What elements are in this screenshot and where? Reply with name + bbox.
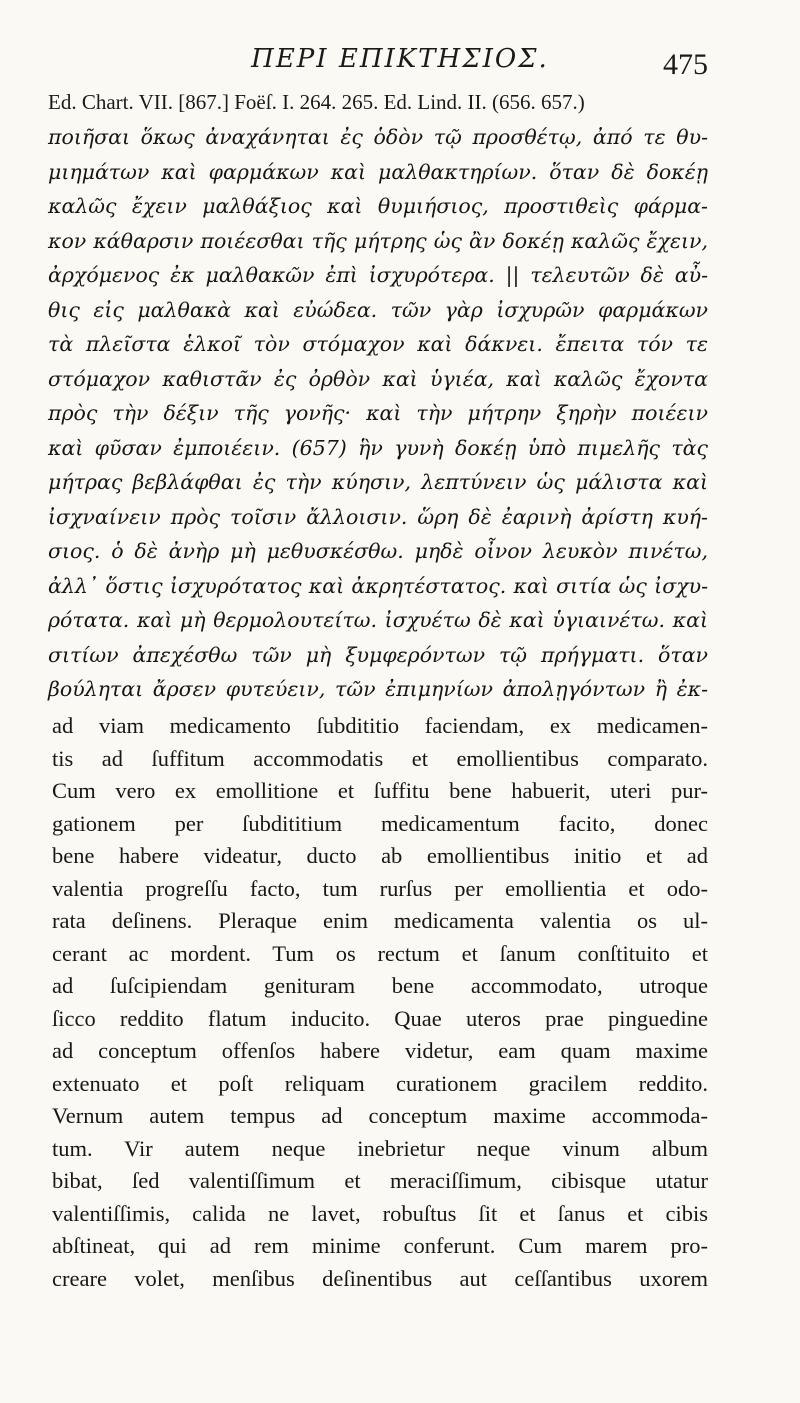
running-title: ΠΕΡΙ ΕΠΙΚΤΗΣΙΟΣ.	[251, 44, 549, 74]
greek-line: ἰσχναίνειν πρὸς τοῖσιν ἄλλοισιν. ὥρη δὲ ἐαρινὴ ἀρίστη κυή-	[48, 504, 708, 529]
latin-line: extenuato et poſt reliquam curationem gracilem reddito.	[52, 1070, 708, 1096]
greek-line: ἀλλ᾽ ὅστις ἰσχυρότατος καὶ ἀκρητέστατος. καὶ σιτία ὡς ἰσχυ-	[48, 573, 708, 598]
latin-line: abſtineat, qui ad rem minime conferunt. Cum marem pro-	[52, 1233, 708, 1258]
latin-line: tis ad ſuffitum accommodatis et emollientibus comparato.	[52, 745, 708, 771]
latin-line: ad ſuſcipiendam genituram bene accommodato, utroque	[52, 973, 708, 998]
greek-line: ρότατα. καὶ μὴ θερμολουτείτω. ἰσχυέτω δὲ καὶ ὑγιαινέτω. καὶ	[48, 608, 708, 632]
greek-line: σιος. ὁ δὲ ἀνὴρ μὴ μεθυσκέσθω. μηδὲ οἶνον λευκὸν πινέτω,	[48, 539, 708, 563]
greek-line: μιημάτων καὶ φαρμάκων καὶ μαλθακτηρίων. ὅταν δὲ δοκέῃ	[48, 159, 708, 184]
greek-line: κον κάθαρσιν ποιέεσθαι τῆς μήτρης ὡς ἂν δοκέῃ καλῶς ἔχειν,	[48, 228, 708, 253]
greek-line: βούληται ἄρσεν φυτεύειν, τῶν ἐπιμηνίων ἀπολῃγόντων ἢ ἐκ-	[48, 677, 708, 701]
greek-line: πρὸς τὴν δέξιν τῆς γονῆς· καὶ τὴν μήτρην ξηρὴν ποιέειν	[48, 401, 708, 425]
latin-line: Vernum autem tempus ad conceptum maxime accommoda-	[52, 1103, 708, 1128]
greek-line: ποιῆσαι ὅκως ἀναχάνηται ἐς ὁδὸν τῷ προσθέτῳ, ἀπό τε θυ-	[48, 125, 708, 149]
latin-line: creare volet, menſibus deſinentibus aut ceſſantibus uxorem	[52, 1265, 708, 1291]
greek-line: τὰ πλεῖστα ἑλκοῖ τὸν στόμαχον καὶ δάκνει. ἔπειτα τόν τε	[48, 332, 708, 356]
latin-line: valentia progreſſu facto, tum rurſus per emollientia et odo-	[52, 875, 708, 901]
greek-text-block	[48, 120, 708, 707]
edition-reference-line: Ed. Chart. VII. [867.] Foëſ. I. 264. 265. Ed. Lind. II. (656. 657.)	[48, 90, 585, 114]
latin-line: ad viam medicamento ſubdititio faciendam, ex medicamen-	[52, 713, 708, 738]
latin-line: Cum vero ex emollitione et ſuffitu bene habuerit, uteri pur-	[52, 778, 708, 803]
latin-line: gationem per ſubdititium medicamentum facito, donec	[52, 810, 708, 836]
greek-line: ἀρχόμενος ἐκ μαλθακῶν ἐπὶ ἰσχυρότερα. || τελευτῶν δὲ αὖ-	[48, 263, 708, 287]
greek-line: σιτίων ἀπεχέσθω τῶν μὴ ξυμφερόντων τῷ πρήγματι. ὅταν	[48, 642, 708, 667]
latin-line: ad conceptum offenſos habere videtur, eam quam maxime	[52, 1038, 708, 1063]
latin-line: bibat, ſed valentiſſimum et meraciſſimum, cibisque utatur	[52, 1168, 708, 1193]
latin-line: rata deſinens. Pleraque enim medicamenta valentia os ul-	[52, 908, 708, 933]
greek-line: μήτρας βεβλάφθαι ἐς τὴν κύησιν, λεπτύνειν ὡς μάλιστα καὶ	[48, 470, 708, 494]
latin-line: cerant ac mordent. Tum os rectum et ſanum conſtituito et	[52, 940, 708, 966]
greek-line: στόμαχον καθιστᾶν ἐς ὀρθὸν καὶ ὑγιέα, καὶ καλῶς ἔχοντα	[48, 366, 708, 391]
latin-line: ſicco reddito flatum inducito. Quae uteros prae pinguedine	[52, 1005, 708, 1031]
latin-translation-block	[52, 710, 708, 1295]
page-number: 475	[663, 48, 708, 81]
greek-line: καὶ φῦσαν ἐμποιέειν. (657) ἣν γυνὴ δοκέῃ ὑπὸ πιμελῆς τὰς	[48, 435, 708, 460]
section-divider	[50, 680, 710, 681]
latin-line: bene habere videatur, ducto ab emollientibus initio et ad	[52, 843, 708, 868]
latin-line: tum. Vir autem neque inebrietur neque vinum album	[52, 1135, 708, 1161]
latin-line: valentiſſimis, calida ne lavet, robuſtus ſit et ſanus et cibis	[52, 1200, 708, 1226]
greek-line: καλῶς ἔχειν μαλθάξιος καὶ θυμιήσιος, προστιθεὶς φάρμα-	[48, 194, 708, 218]
greek-line: θις εἰς μαλθακὰ καὶ εὐώδεα. τῶν γὰρ ἰσχυρῶν φαρμάκων	[48, 297, 708, 322]
